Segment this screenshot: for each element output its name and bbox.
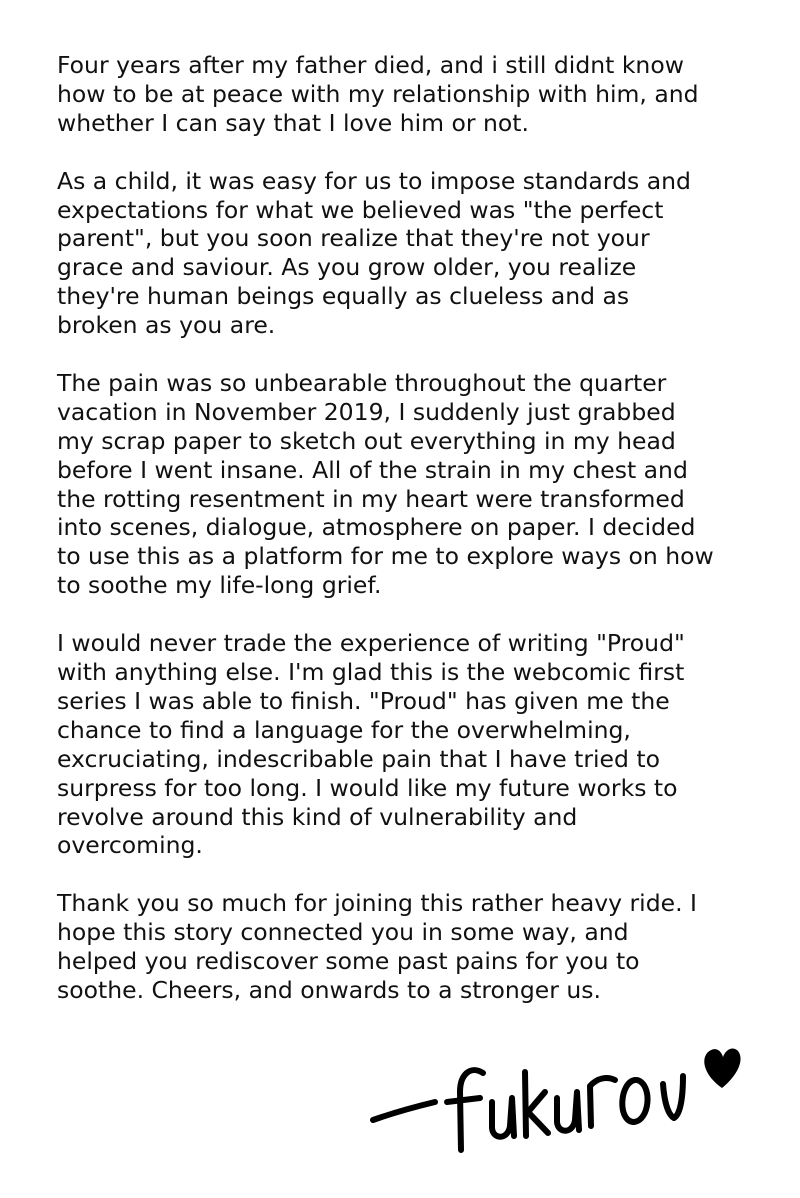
paragraph-1: [57, 51, 747, 138]
signature-f-stroke: [460, 1070, 483, 1150]
text-line: Thank you so much for joining this rather heavy ride. I: [57, 889, 697, 918]
signature-u3-stroke: [663, 1076, 683, 1118]
signature-dash-stroke: [373, 1102, 435, 1120]
signature-o-stroke: [622, 1080, 647, 1122]
text-line: they're human beings equally as clueless and as: [57, 282, 630, 311]
text-line: surpress for too long. I would like my future works to: [57, 773, 678, 802]
text-line: parent", but you soon realize that they're not your: [57, 224, 650, 253]
text-line: before I went insane. All of the strain in my chest and: [57, 455, 688, 484]
text-line: my scrap paper to sketch out everything in my head: [57, 426, 676, 455]
text-line: overcoming.: [57, 831, 203, 860]
text-line: helped you rediscover some past pains for you to: [57, 947, 640, 976]
signature-u-stroke: [492, 1098, 514, 1137]
paragraph-5: [57, 889, 747, 1005]
text-line: revolve around this kind of vulnerability and: [57, 802, 578, 831]
text-line: to soothe my life-long grief.: [57, 571, 382, 600]
text-line: hope this story connected you in some way, and: [57, 918, 629, 947]
signature-u2-stroke: [557, 1092, 579, 1131]
text-line: I would never trade the experience of writing "Proud": [57, 629, 685, 658]
signature-f-crossbar: [447, 1098, 480, 1102]
text-line: into scenes, dialogue, atmosphere on paper. I decided: [57, 513, 696, 542]
letter-body: [57, 51, 747, 1034]
text-line: Four years after my father died, and i still didnt know: [57, 51, 684, 79]
text-line: vacation in November 2019, I suddenly just grabbed: [57, 397, 676, 426]
text-line: series I was able to finish. "Proud" has given me the: [57, 686, 670, 715]
paragraph-2: [57, 167, 747, 340]
text-line: The pain was so unbearable throughout the quarter: [57, 368, 667, 397]
signature-k-stem: [525, 1072, 526, 1136]
heart-icon: [704, 1049, 740, 1088]
handwritten-signature: [365, 1040, 745, 1170]
text-line: expectations for what we believed was "the perfect: [57, 195, 664, 224]
text-line: chance to find a language for the overwhelming,: [57, 715, 631, 744]
text-line: with anything else. I'm glad this is the webcomic first: [57, 657, 685, 686]
text-line: broken as you are.: [57, 311, 276, 340]
text-line: whether I can say that I love him or not.: [57, 108, 529, 137]
text-line: As a child, it was easy for us to impose standards and: [57, 166, 691, 195]
text-line: grace and saviour. As you grow older, you realize: [57, 253, 637, 282]
signature-r-stroke: [590, 1078, 615, 1126]
text-line: how to be at peace with my relationship with him, and: [57, 79, 699, 108]
text-line: soothe. Cheers, and onwards to a stronger us.: [57, 975, 601, 1004]
signature-k-arm: [528, 1092, 548, 1133]
paragraph-3: [57, 369, 747, 600]
text-line: excruciating, indescribable pain that I have tried to: [57, 744, 660, 773]
text-line: to use this as a platform for me to explore ways on how: [57, 542, 714, 571]
paragraph-4: [57, 629, 747, 860]
text-line: the rotting resentment in my heart were transformed: [57, 484, 685, 513]
